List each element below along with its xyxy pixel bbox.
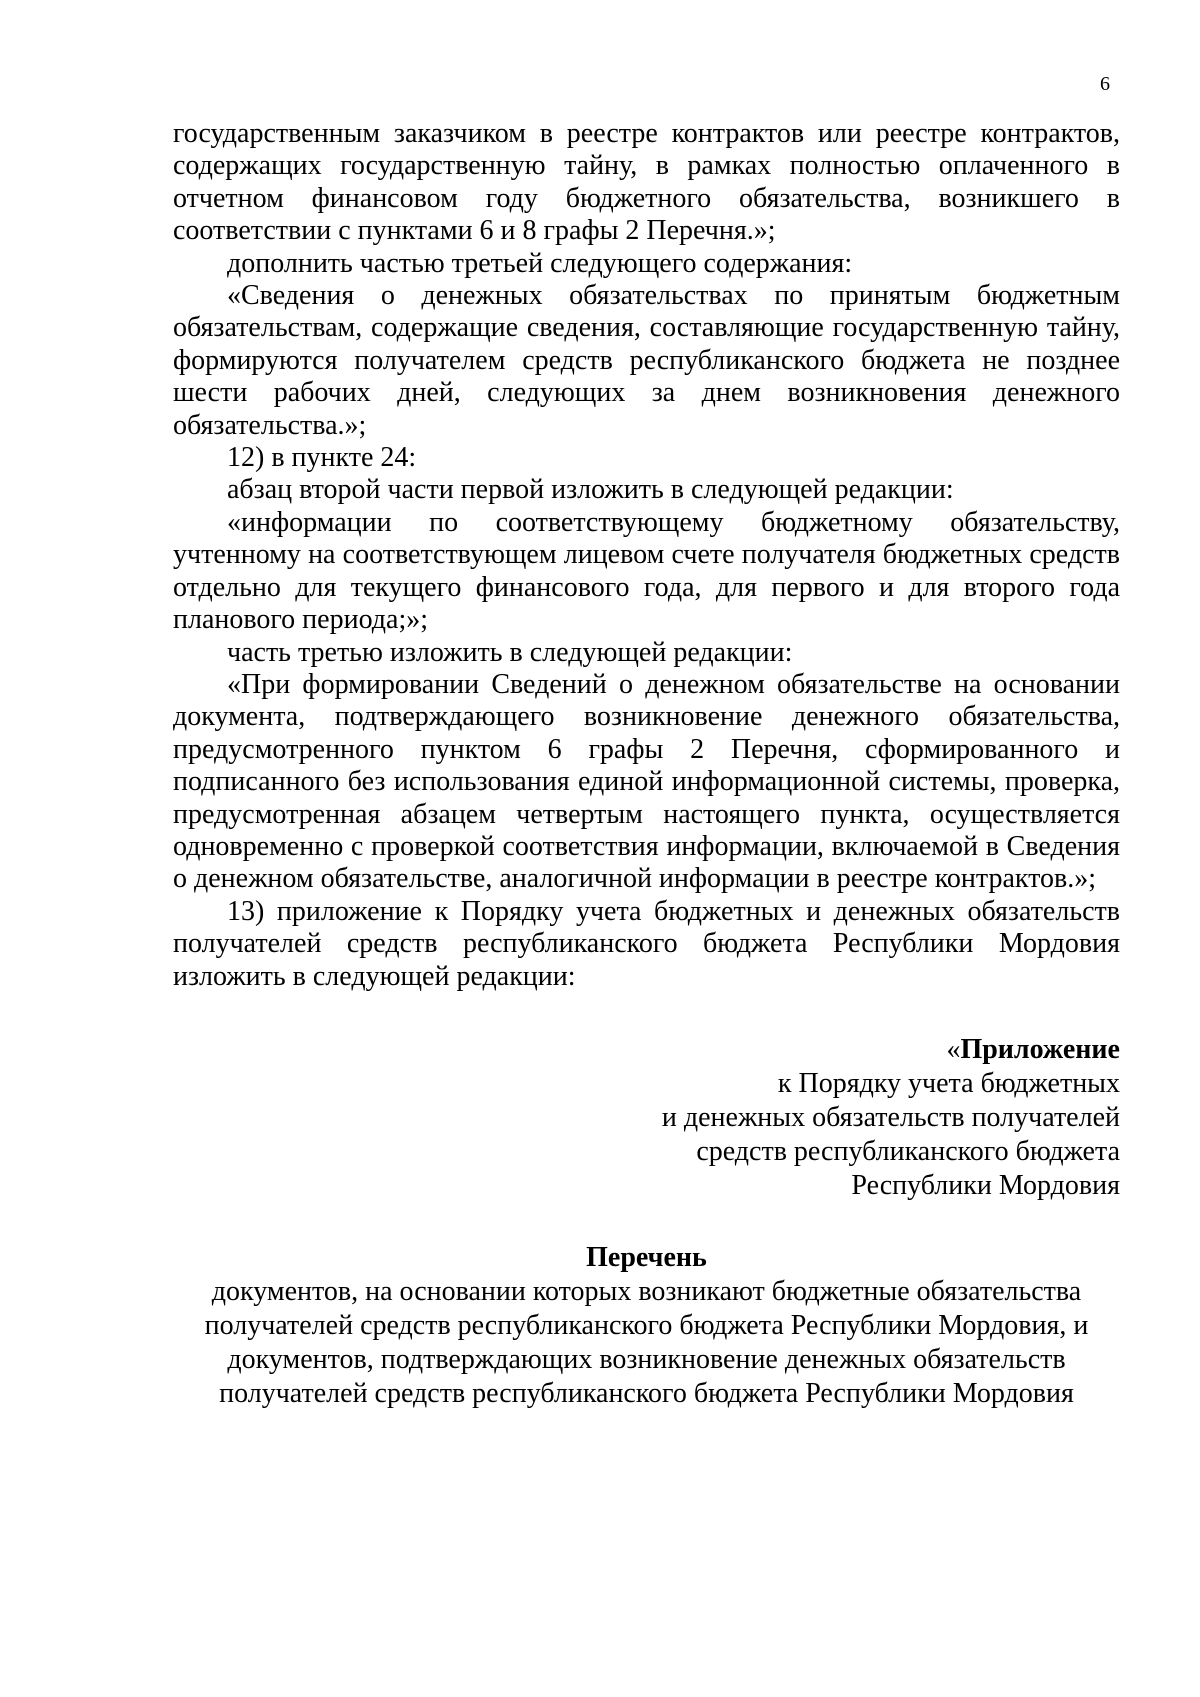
document-body — [173, 118, 1120, 1411]
paragraph: «При формировании Сведений о денежном обязательстве на основании документа, подтверждающего возникновение денежного обязательства, предусмотренного пунктом 6 графы 2 Перечня, сформированного и подписанного без использования единой информационной системы, проверка, предусмотренная абзацем четвертым настоящего пункта, осуществляется одновременно с проверкой соответствия информации, включаемой в Сведения о денежном обязательстве, аналогичной информации в реестре контрактов.»; — [173, 668, 1120, 895]
annex-block — [173, 1033, 1120, 1203]
paragraph: «информации по соответствующему бюджетному обязательству, учтенному на соответствующем лицевом счете получателя бюджетных средств отдельно для текущего финансового года, для первого и для второго года планового периода;»; — [173, 506, 1120, 636]
list-subtitle-line: документов, подтверждающих возникновение денежных обязательств — [227, 1343, 1066, 1375]
paragraph: государственным заказчиком в реестре контрактов или реестре контрактов, содержащих государственную тайну, в рамках полностью оплаченного в отчетном финансовом году бюджетного обязательства, возникшего в соответствии с пунктами 6 и 8 графы 2 Перечня.»; — [173, 118, 1120, 247]
annex-title: Приложение — [960, 1033, 1120, 1065]
list-subtitle-line: получателей средств республиканского бюджета Республики Мордовия — [219, 1377, 1074, 1409]
paragraph: 13) приложение к Порядку учета бюджетных и денежных обязательств получателей средств республиканского бюджета Республики Мордовия изложить в следующей редакции: — [173, 895, 1120, 992]
list-subtitle — [173, 1275, 1120, 1411]
annex-line: и денежных обязательств получателей — [661, 1101, 1120, 1133]
paragraph: «Сведения о денежных обязательствах по принятым бюджетным обязательствам, содержащие сведения, составляющие государственную тайну, формируются получателем средств республиканского бюджета не позднее шести рабочих дней, следующих за днем возникновения денежного обязательства.»; — [173, 280, 1120, 441]
paragraph: часть третью изложить в следующей редакции: — [227, 636, 793, 668]
annex-line: к Порядку учета бюджетных — [777, 1067, 1120, 1099]
page-number: 6 — [1100, 73, 1110, 95]
list-subtitle-line: документов, на основании которых возникают бюджетные обязательства — [211, 1275, 1082, 1307]
annex-line: средств республиканского бюджета — [696, 1135, 1120, 1167]
paragraph: абзац второй части первой изложить в следующей редакции: — [227, 474, 954, 506]
annex-line: Республики Мордовия — [851, 1169, 1120, 1201]
list-subtitle-line: получателей средств республиканского бюджета Республики Мордовия, и — [204, 1309, 1089, 1341]
list-title: Перечень — [586, 1241, 707, 1273]
paragraph: дополнить частью третьей следующего содержания: — [227, 247, 853, 279]
paragraph: 12) в пункте 24: — [227, 442, 417, 474]
annex-quote: « — [946, 1033, 961, 1065]
annex-heading — [173, 1033, 1120, 1067]
